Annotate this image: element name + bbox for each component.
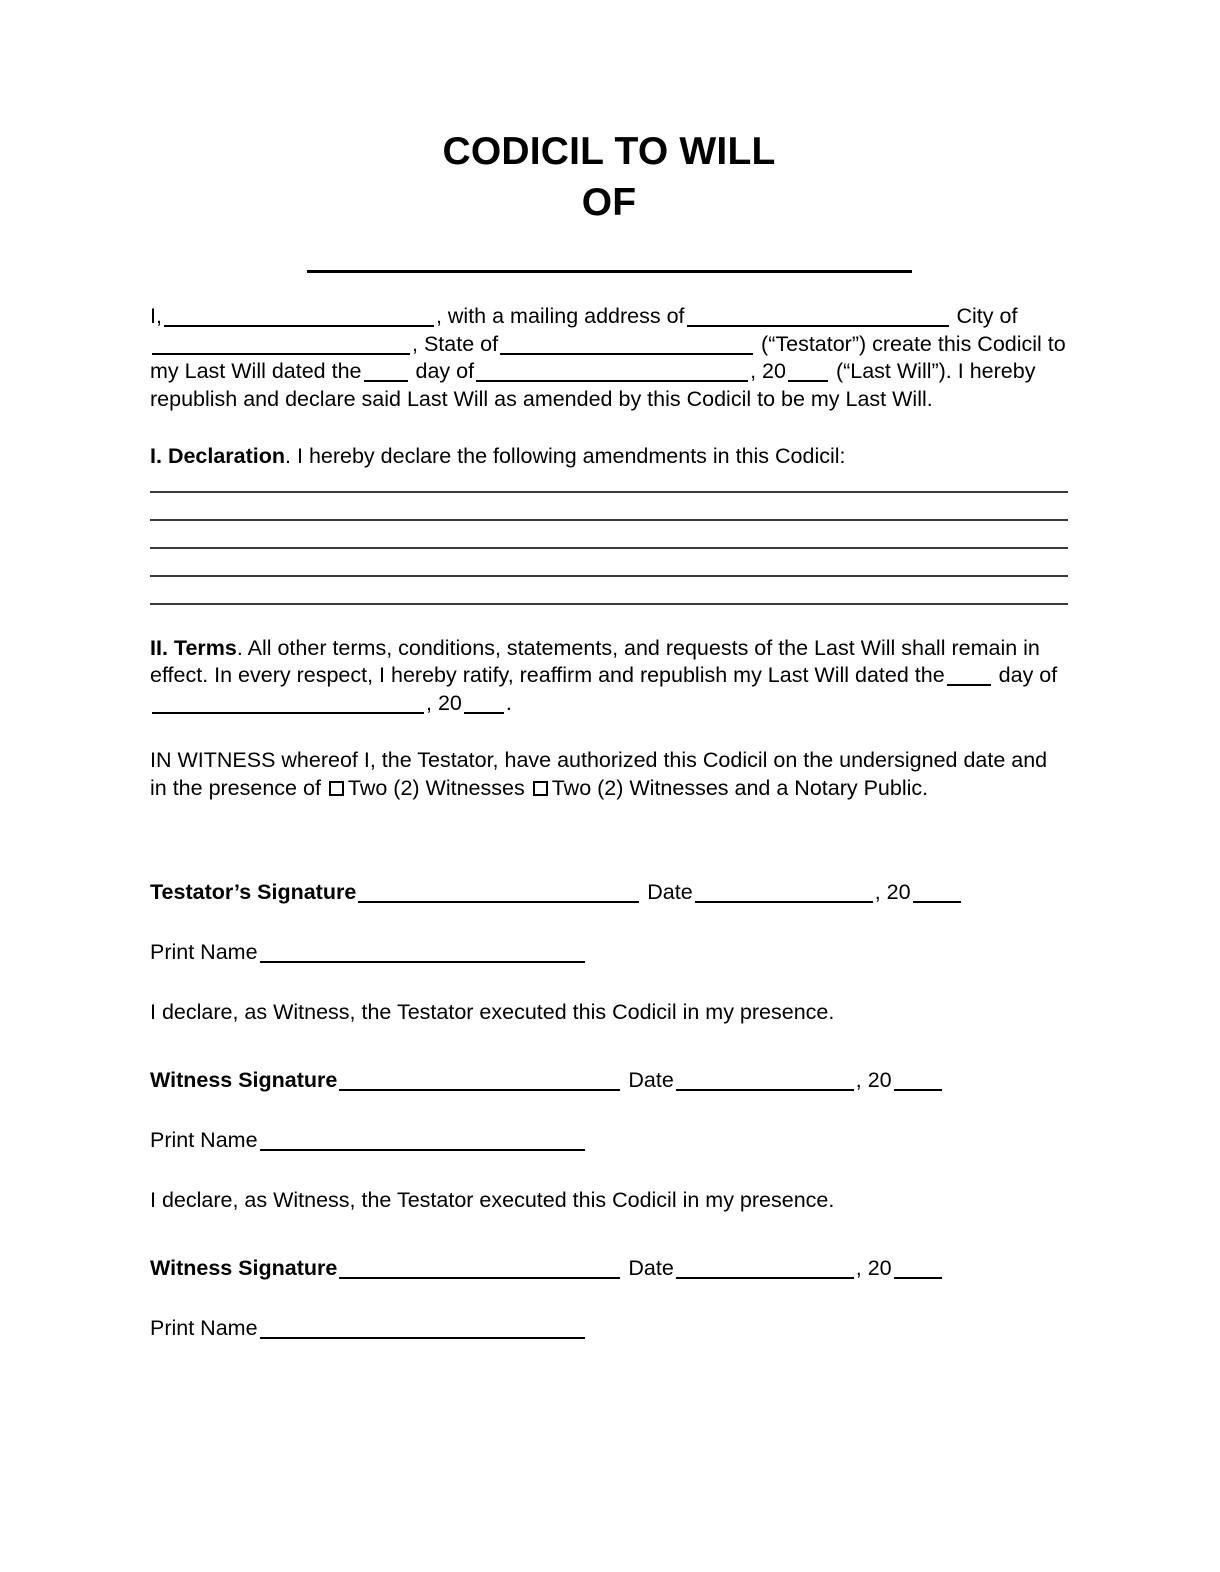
- witness-2-date-field[interactable]: [676, 1260, 854, 1279]
- terms-heading: Terms: [173, 635, 237, 660]
- checkbox-two-witnesses[interactable]: [329, 781, 344, 796]
- declaration-heading: Declaration: [167, 444, 286, 468]
- witness-1-signature-label: Witness Signature: [150, 1068, 338, 1092]
- mailing-address-field[interactable]: [687, 308, 949, 327]
- declaration-line-2[interactable]: [150, 519, 1068, 521]
- testator-print-name-field[interactable]: [260, 944, 585, 963]
- declaration-line-3[interactable]: [150, 547, 1068, 549]
- intro-text-6: (“Testator”) create this Codicil to my Last Will dated the: [150, 331, 1066, 383]
- title-line-1: CODICIL TO WILL: [442, 130, 776, 173]
- testator-signature-label: Testator’s Signature: [150, 880, 357, 904]
- terms-text-2: day of: [998, 663, 1058, 687]
- in-witness-paragraph: [150, 717, 1068, 802]
- witness-1-print-name-line: [150, 1094, 1068, 1154]
- intro-text-2: , with a mailing address of: [435, 304, 685, 328]
- checkbox-two-witnesses-notary[interactable]: [533, 781, 548, 796]
- witness-2-year-field[interactable]: [894, 1260, 942, 1279]
- terms-text-4: .: [505, 690, 512, 715]
- testator-print-name-line: [150, 906, 1068, 966]
- witness-option-2-label: Two (2) Witnesses and a Notary Public.: [551, 775, 929, 800]
- witness-1-signature-block: [150, 1026, 1068, 1154]
- witness-2-signature-line: [150, 1254, 1068, 1282]
- intro-text-4: of: [999, 304, 1018, 328]
- intro-text-9: (“Last Will”). I hereby republish and declare said Last Will as amended by this Codicil to be my Last Will.: [150, 359, 1036, 411]
- witness-1-signature-line: [150, 1066, 1068, 1094]
- testator-signature-line: [150, 878, 1068, 906]
- intro-text-8: , 20: [750, 359, 786, 383]
- will-year-field[interactable]: [788, 363, 828, 382]
- witness-1-print-name-label: Print Name: [150, 1128, 258, 1152]
- testator-print-name-label: Print Name: [150, 940, 258, 964]
- witness-2-print-name-line: [150, 1282, 1068, 1342]
- state-field[interactable]: [500, 336, 753, 355]
- will-day-field[interactable]: [364, 363, 408, 382]
- intro-text-1: I,: [150, 304, 162, 328]
- testator-year-field[interactable]: [913, 884, 961, 903]
- document-content: [150, 0, 1068, 1342]
- page-title: [150, 0, 1068, 228]
- witness-1-declaration-text: I declare, as Witness, the Testator executed this Codicil in my presence.: [150, 1000, 835, 1024]
- intro-text-7: day of: [415, 359, 475, 383]
- witness-2-date-label: Date: [628, 1256, 674, 1280]
- testator-date-field[interactable]: [695, 884, 873, 903]
- will-month-field[interactable]: [476, 363, 748, 382]
- terms-number: II.: [150, 635, 168, 660]
- city-field[interactable]: [152, 336, 410, 355]
- declaration-line-1[interactable]: [150, 491, 1068, 493]
- witness-1-year-prefix: , 20: [855, 1068, 892, 1092]
- testator-date-label: Date: [647, 880, 693, 904]
- testator-signature-field[interactable]: [358, 884, 639, 903]
- witness-2-signature-field[interactable]: [339, 1260, 620, 1279]
- testator-name-blank[interactable]: [307, 270, 912, 273]
- witness-1-signature-field[interactable]: [339, 1072, 620, 1091]
- signature-spacer: [150, 802, 1068, 838]
- terms-text-1: . All other terms, conditions, statements, and requests of the Last Will shall remain in effect. In every respect, I hereby ratify, reaffirm and republish my Last Will dated the: [150, 635, 1040, 687]
- intro-text-3: City: [956, 304, 994, 328]
- witness-1-date-field[interactable]: [676, 1072, 854, 1091]
- witness-1-date-label: Date: [628, 1068, 674, 1092]
- declaration-blank-lines: [150, 471, 1068, 605]
- terms-section: [150, 605, 1068, 718]
- witness-2-print-name-field[interactable]: [260, 1320, 585, 1339]
- testator-name-field[interactable]: [164, 308, 434, 327]
- witness-1-year-field[interactable]: [894, 1072, 942, 1091]
- witness-2-print-name-label: Print Name: [150, 1316, 258, 1340]
- witness-2-declaration-text: I declare, as Witness, the Testator executed this Codicil in my presence.: [150, 1188, 835, 1212]
- witness-1-print-name-field[interactable]: [260, 1132, 585, 1151]
- declaration-line-4[interactable]: [150, 575, 1068, 577]
- terms-year-field[interactable]: [464, 695, 504, 714]
- title-line-2: OF: [581, 181, 637, 224]
- declaration-section: [150, 413, 1068, 471]
- witness-2-signature-label: Witness Signature: [150, 1256, 338, 1280]
- terms-month-field[interactable]: [152, 695, 424, 714]
- in-witness-text: IN WITNESS whereof I, the Testator, have authorized this Codicil on the undersigned date and in the presence of: [150, 748, 1048, 800]
- witness-option-1-label: Two (2) Witnesses: [347, 775, 525, 800]
- declaration-text: . I hereby declare the following amendments in this Codicil:: [285, 444, 846, 468]
- declaration-number: I.: [150, 444, 162, 468]
- testator-name-rule-wrap: [150, 228, 1068, 273]
- intro-paragraph: [150, 273, 1068, 413]
- witness-2-signature-block: [150, 1214, 1068, 1342]
- witness-2-year-prefix: , 20: [855, 1256, 892, 1280]
- terms-day-field[interactable]: [947, 667, 991, 686]
- terms-text-3: , 20: [426, 690, 462, 715]
- testator-signature-block: [150, 838, 1068, 966]
- intro-text-5: , State of: [412, 331, 499, 356]
- testator-year-prefix: , 20: [874, 880, 911, 904]
